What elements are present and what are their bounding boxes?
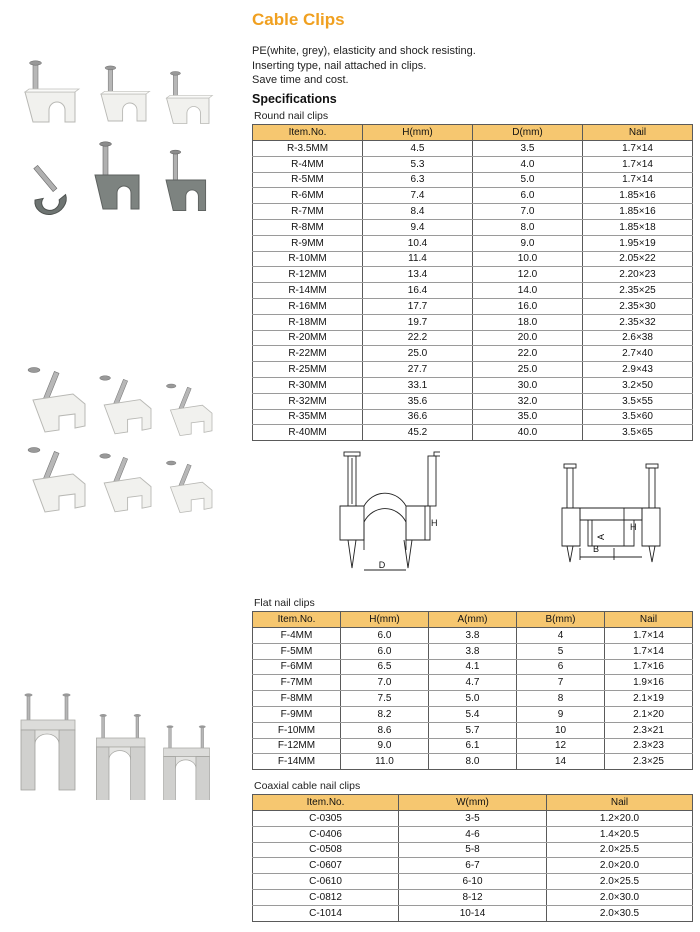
table-cell: 16.0 xyxy=(473,298,583,314)
table-row xyxy=(253,826,693,842)
table-cell: 2.0×20.0 xyxy=(547,858,693,874)
table-cell: 8.0 xyxy=(429,754,517,770)
table-cell: 7 xyxy=(517,675,605,691)
table-cell: 3.5×55 xyxy=(583,393,693,409)
table-cell: 2.0×25.5 xyxy=(547,842,693,858)
table-cell: F-10MM xyxy=(253,722,341,738)
table-cell: 2.9×43 xyxy=(583,362,693,378)
table-cell: 6.5 xyxy=(341,659,429,675)
flat-clips-table xyxy=(252,611,693,770)
column-header: W(mm) xyxy=(399,795,547,811)
table-cell: 2.6×38 xyxy=(583,330,693,346)
table-cell: 1.7×14 xyxy=(583,156,693,172)
table-cell: 1.7×14 xyxy=(583,141,693,157)
table-cell: 4-6 xyxy=(399,826,547,842)
table-cell: F-6MM xyxy=(253,659,341,675)
table-row xyxy=(253,811,693,827)
table-cell: 5.3 xyxy=(363,156,473,172)
table-cell: 5.7 xyxy=(429,722,517,738)
table-cell: 5.0 xyxy=(473,172,583,188)
table-cell: R-7MM xyxy=(253,204,363,220)
table-cell: 2.20×23 xyxy=(583,267,693,283)
column-header: H(mm) xyxy=(363,125,473,141)
table-row xyxy=(253,706,693,722)
table-cell: 8.6 xyxy=(341,722,429,738)
round-clips-caption: Round nail clips xyxy=(254,110,329,122)
table-cell: C-0406 xyxy=(253,826,399,842)
description-line: Save time and cost. xyxy=(252,74,349,86)
table-cell: R-22MM xyxy=(253,346,363,362)
table-row xyxy=(253,393,693,409)
table-cell: C-0610 xyxy=(253,874,399,890)
table-row xyxy=(253,874,693,890)
table-cell: C-0607 xyxy=(253,858,399,874)
flat-diagram-b-label: B xyxy=(592,544,600,554)
table-cell: 4.5 xyxy=(363,141,473,157)
table-cell: R-6MM xyxy=(253,188,363,204)
column-header: Item.No. xyxy=(253,795,399,811)
column-header: Nail xyxy=(605,612,693,628)
table-cell: 2.3×23 xyxy=(605,738,693,754)
table-row xyxy=(253,156,693,172)
table-cell: R-8MM xyxy=(253,219,363,235)
round-diagram-d-label: D xyxy=(378,560,386,570)
table-cell: 3.2×50 xyxy=(583,377,693,393)
table-row xyxy=(253,659,693,675)
table-cell: 14.0 xyxy=(473,283,583,299)
table-cell: 12 xyxy=(517,738,605,754)
table-cell: C-0812 xyxy=(253,889,399,905)
table-cell: 13.4 xyxy=(363,267,473,283)
table-row xyxy=(253,330,693,346)
table-cell: 8.0 xyxy=(473,219,583,235)
table-cell: 32.0 xyxy=(473,393,583,409)
table-cell: R-18MM xyxy=(253,314,363,330)
column-header: H(mm) xyxy=(341,612,429,628)
table-cell: F-14MM xyxy=(253,754,341,770)
page-title: Cable Clips xyxy=(252,10,345,29)
flat-clips-caption: Flat nail clips xyxy=(254,597,315,609)
table-cell: 5.4 xyxy=(429,706,517,722)
column-header: Nail xyxy=(583,125,693,141)
table-cell: R-32MM xyxy=(253,393,363,409)
table-cell: 8.2 xyxy=(341,706,429,722)
table-cell: 8.4 xyxy=(363,204,473,220)
table-cell: 30.0 xyxy=(473,377,583,393)
table-row xyxy=(253,251,693,267)
table-cell: 8-12 xyxy=(399,889,547,905)
table-cell: 7.5 xyxy=(341,691,429,707)
round-clip-diagram xyxy=(330,450,440,580)
table-cell: 2.7×40 xyxy=(583,346,693,362)
table-cell: C-0508 xyxy=(253,842,399,858)
table-row xyxy=(253,722,693,738)
table-cell: 6-7 xyxy=(399,858,547,874)
table-cell: 35.6 xyxy=(363,393,473,409)
table-cell: F-7MM xyxy=(253,675,341,691)
table-row xyxy=(253,425,693,441)
table-cell: 9.0 xyxy=(473,235,583,251)
table-cell: 12.0 xyxy=(473,267,583,283)
table-cell: 8 xyxy=(517,691,605,707)
table-cell: 3.8 xyxy=(429,628,517,644)
coaxial-clips-table xyxy=(252,794,693,922)
table-cell: 5.0 xyxy=(429,691,517,707)
table-cell: 4.1 xyxy=(429,659,517,675)
table-cell: 25.0 xyxy=(473,362,583,378)
table-cell: 9.0 xyxy=(341,738,429,754)
table-cell: 2.05×22 xyxy=(583,251,693,267)
table-cell: 1.85×16 xyxy=(583,188,693,204)
table-cell: R-16MM xyxy=(253,298,363,314)
table-cell: 1.7×16 xyxy=(605,659,693,675)
table-cell: 19.7 xyxy=(363,314,473,330)
table-cell: 4 xyxy=(517,628,605,644)
table-row xyxy=(253,691,693,707)
table-cell: C-0305 xyxy=(253,811,399,827)
table-cell: 16.4 xyxy=(363,283,473,299)
table-cell: F-12MM xyxy=(253,738,341,754)
table-cell: 17.7 xyxy=(363,298,473,314)
table-cell: R-25MM xyxy=(253,362,363,378)
column-header: Item.No. xyxy=(253,612,341,628)
table-cell: 22.2 xyxy=(363,330,473,346)
table-cell: 35.0 xyxy=(473,409,583,425)
flat-diagram-a-label: A xyxy=(596,533,606,540)
table-cell: 1.9×16 xyxy=(605,675,693,691)
table-cell: 22.0 xyxy=(473,346,583,362)
table-cell: 6.0 xyxy=(341,628,429,644)
table-cell: R-35MM xyxy=(253,409,363,425)
table-cell: R-9MM xyxy=(253,235,363,251)
coaxial-clips-caption: Coaxial cable nail clips xyxy=(254,780,361,792)
table-cell: 11.4 xyxy=(363,251,473,267)
table-row xyxy=(253,905,693,921)
table-cell: 5-8 xyxy=(399,842,547,858)
table-cell: C-1014 xyxy=(253,905,399,921)
table-cell: 6.3 xyxy=(363,172,473,188)
table-cell: R-3.5MM xyxy=(253,141,363,157)
table-cell: 9 xyxy=(517,706,605,722)
table-row xyxy=(253,409,693,425)
table-cell: 6.1 xyxy=(429,738,517,754)
coaxial-clips-photo xyxy=(15,690,230,800)
table-cell: 2.0×30.0 xyxy=(547,889,693,905)
table-cell: 18.0 xyxy=(473,314,583,330)
table-cell: 10.0 xyxy=(473,251,583,267)
flat-clips-photo xyxy=(15,355,230,535)
round-diagram-h-label: H xyxy=(431,518,438,528)
table-cell: 45.2 xyxy=(363,425,473,441)
table-cell: 2.35×25 xyxy=(583,283,693,299)
table-cell: 4.0 xyxy=(473,156,583,172)
table-cell: F-9MM xyxy=(253,706,341,722)
table-cell: 1.7×14 xyxy=(605,628,693,644)
round-clips-photo xyxy=(15,60,230,240)
table-cell: 2.3×21 xyxy=(605,722,693,738)
table-row xyxy=(253,858,693,874)
table-row xyxy=(253,283,693,299)
table-cell: 40.0 xyxy=(473,425,583,441)
table-cell: R-5MM xyxy=(253,172,363,188)
table-cell: R-4MM xyxy=(253,156,363,172)
table-cell: 2.0×25.5 xyxy=(547,874,693,890)
table-cell: 7.0 xyxy=(473,204,583,220)
table-cell: F-8MM xyxy=(253,691,341,707)
table-row xyxy=(253,675,693,691)
table-row xyxy=(253,346,693,362)
table-cell: 1.2×20.0 xyxy=(547,811,693,827)
table-row xyxy=(253,362,693,378)
table-row xyxy=(253,219,693,235)
table-cell: 1.95×19 xyxy=(583,235,693,251)
table-cell: 10-14 xyxy=(399,905,547,921)
table-row xyxy=(253,842,693,858)
table-cell: 3-5 xyxy=(399,811,547,827)
table-cell: 9.4 xyxy=(363,219,473,235)
table-cell: 27.7 xyxy=(363,362,473,378)
table-row xyxy=(253,204,693,220)
table-row xyxy=(253,754,693,770)
table-cell: 6.0 xyxy=(341,643,429,659)
table-cell: 3.5 xyxy=(473,141,583,157)
table-cell: R-20MM xyxy=(253,330,363,346)
table-cell: 2.35×30 xyxy=(583,298,693,314)
column-header: D(mm) xyxy=(473,125,583,141)
column-header: A(mm) xyxy=(429,612,517,628)
flat-diagram-h-label: H xyxy=(630,522,637,532)
table-row xyxy=(253,141,693,157)
table-cell: 10.4 xyxy=(363,235,473,251)
table-cell: 4.7 xyxy=(429,675,517,691)
table-cell: 6-10 xyxy=(399,874,547,890)
table-cell: 33.1 xyxy=(363,377,473,393)
description-line: Inserting type, nail attached in clips. xyxy=(252,59,427,72)
description-line: PE(white, grey), elasticity and shock resisting. xyxy=(252,45,476,57)
table-row xyxy=(253,643,693,659)
table-cell: 2.1×20 xyxy=(605,706,693,722)
table-cell: F-5MM xyxy=(253,643,341,659)
table-row xyxy=(253,235,693,251)
table-row xyxy=(253,738,693,754)
table-cell: 3.8 xyxy=(429,643,517,659)
table-cell: 2.0×30.5 xyxy=(547,905,693,921)
table-row xyxy=(253,628,693,644)
table-cell: R-14MM xyxy=(253,283,363,299)
table-header-row xyxy=(253,795,693,811)
table-cell: 25.0 xyxy=(363,346,473,362)
table-cell: 2.1×19 xyxy=(605,691,693,707)
table-cell: 1.4×20.5 xyxy=(547,826,693,842)
table-cell: 11.0 xyxy=(341,754,429,770)
table-cell: R-12MM xyxy=(253,267,363,283)
table-row xyxy=(253,889,693,905)
table-cell: R-30MM xyxy=(253,377,363,393)
table-header-row xyxy=(253,612,693,628)
table-cell: 3.5×60 xyxy=(583,409,693,425)
round-clips-table xyxy=(252,124,693,441)
table-cell: R-10MM xyxy=(253,251,363,267)
table-row xyxy=(253,314,693,330)
table-cell: 1.7×14 xyxy=(605,643,693,659)
flat-clip-diagram xyxy=(560,462,670,582)
column-header: Nail xyxy=(547,795,693,811)
table-cell: 14 xyxy=(517,754,605,770)
table-cell: 1.7×14 xyxy=(583,172,693,188)
table-cell: 36.6 xyxy=(363,409,473,425)
table-cell: 20.0 xyxy=(473,330,583,346)
column-header: Item.No. xyxy=(253,125,363,141)
table-cell: F-4MM xyxy=(253,628,341,644)
table-cell: 2.35×32 xyxy=(583,314,693,330)
table-cell: 6 xyxy=(517,659,605,675)
table-cell: 7.4 xyxy=(363,188,473,204)
table-row xyxy=(253,377,693,393)
table-cell: 2.3×25 xyxy=(605,754,693,770)
table-row xyxy=(253,172,693,188)
table-cell: 5 xyxy=(517,643,605,659)
product-description xyxy=(252,44,476,88)
table-cell: 1.85×16 xyxy=(583,204,693,220)
table-cell: R-40MM xyxy=(253,425,363,441)
specifications-heading: Specifications xyxy=(252,92,337,106)
table-cell: 10 xyxy=(517,722,605,738)
table-cell: 1.85×18 xyxy=(583,219,693,235)
table-cell: 6.0 xyxy=(473,188,583,204)
table-row xyxy=(253,298,693,314)
table-cell: 7.0 xyxy=(341,675,429,691)
table-row xyxy=(253,267,693,283)
table-cell: 3.5×65 xyxy=(583,425,693,441)
column-header: B(mm) xyxy=(517,612,605,628)
table-header-row xyxy=(253,125,693,141)
table-row xyxy=(253,188,693,204)
